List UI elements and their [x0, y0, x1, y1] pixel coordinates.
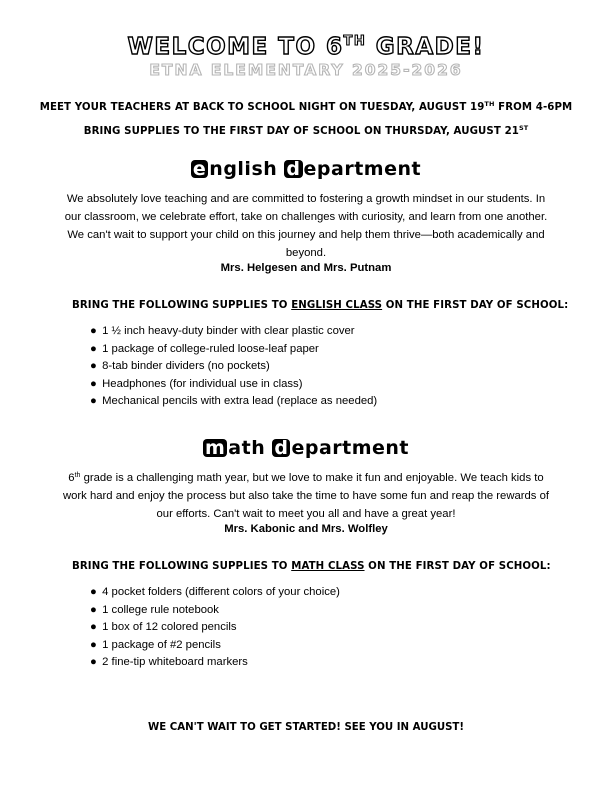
bullet-icon: ●	[90, 621, 97, 633]
supplies-heading-text: BRING THE FOLLOWING SUPPLIES TO	[72, 300, 292, 311]
title-text: WELCOME TO 6	[127, 34, 344, 60]
supply-item: 1 ½ inch heavy-duty binder with clear plastic cover	[102, 325, 355, 337]
heading-text: epartment	[291, 437, 410, 459]
supply-item: 1 package of #2 pencils	[102, 638, 221, 651]
supplies-heading-text: BRING THE FOLLOWING SUPPLIES TO	[72, 561, 292, 572]
page-title	[0, 34, 612, 60]
title-superscript: TH	[343, 34, 367, 49]
math-supplies-list	[90, 584, 340, 672]
english-intro-paragraph: We absolutely love teaching and are committed to fostering a growth mindset in our students. In our classroom, we celebrate effort, take on challenges with curiosity, and learn from one another. We can't wait to support your child on this journey and help them thrive—both academically and beyond.	[64, 193, 548, 259]
list-item	[90, 323, 377, 341]
list-item	[90, 393, 377, 411]
supply-item: Mechanical pencils with extra lead (replace as needed)	[102, 395, 378, 407]
list-item	[90, 654, 340, 672]
bullet-icon: ●	[90, 360, 97, 372]
supplies-heading-text: ON THE FIRST DAY OF SCHOOL:	[364, 561, 551, 572]
english-supplies-heading	[72, 300, 568, 311]
paragraph-text: grade is a challenging math year, but we love to make it fun and enjoyable. We teach kids to work hard and enjoy the process but also take the time to have some fun and reap the rewards of our efforts. Can't wait to meet you all and have a great year!	[62, 472, 550, 520]
supply-item: 2 fine-tip whiteboard markers	[102, 656, 248, 668]
heading-initial: e	[192, 158, 207, 180]
list-item	[90, 341, 377, 359]
list-item	[90, 637, 340, 655]
supply-item: 8-tab binder dividers (no pockets)	[102, 360, 270, 372]
notice-tail: FROM 4-6PM	[494, 102, 573, 113]
list-item	[90, 358, 377, 376]
english-teachers: Mrs. Helgesen and Mrs. Putnam	[220, 262, 392, 274]
notice-text: BRING SUPPLIES TO THE FIRST DAY OF SCHOOL ON THURSDAY, AUGUST 21	[83, 126, 519, 137]
supply-item: Headphones (for individual use in class)	[102, 377, 303, 390]
supply-item: 1 college rule notebook	[102, 603, 219, 616]
heading-text: nglish	[209, 158, 285, 180]
math-intro-paragraph	[60, 469, 552, 523]
notice-superscript: ST	[518, 124, 529, 132]
math-teachers: Mrs. Kabonic and Mrs. Wolfley	[224, 523, 388, 535]
math-department-heading	[0, 437, 612, 459]
page-subtitle: ETNA ELEMENTARY 2025-2026	[149, 61, 463, 79]
closing-message: WE CAN'T WAIT TO GET STARTED! SEE YOU IN AUGUST!	[147, 722, 465, 733]
heading-text: epartment	[303, 158, 422, 180]
supplies-class-name: MATH CLASS	[291, 561, 365, 572]
list-item	[90, 584, 340, 602]
supply-item: 1 package of college-ruled loose-leaf paper	[102, 342, 319, 355]
notice-superscript: TH	[484, 100, 495, 108]
math-supplies-heading	[72, 561, 551, 572]
paragraph-lead: 6	[68, 472, 75, 484]
bullet-icon: ●	[90, 638, 97, 651]
supply-item: 1 box of 12 colored pencils	[102, 621, 237, 633]
bullet-icon: ●	[90, 342, 97, 355]
paragraph-superscript: th	[74, 472, 81, 479]
bullet-icon: ●	[90, 325, 97, 337]
english-supplies-list	[90, 323, 377, 411]
supply-item: 4 pocket folders (different colors of your choice)	[102, 586, 340, 598]
supplies-class-name: ENGLISH CLASS	[291, 300, 383, 311]
heading-initial: d	[274, 437, 289, 459]
heading-initial: m	[204, 437, 226, 459]
list-item	[90, 602, 340, 620]
notice-text: MEET YOUR TEACHERS AT BACK TO SCHOOL NIGHT ON TUESDAY, AUGUST 19	[39, 102, 485, 113]
heading-text: ath	[228, 437, 273, 459]
supplies-heading-text: ON THE FIRST DAY OF SCHOOL:	[382, 300, 569, 311]
title-text-end: GRADE!	[366, 34, 485, 60]
first-day-notice	[0, 124, 612, 137]
bullet-icon: ●	[90, 656, 97, 668]
bullet-icon: ●	[90, 377, 97, 390]
back-to-school-notice	[0, 100, 612, 113]
bullet-icon: ●	[90, 395, 97, 407]
list-item	[90, 376, 377, 394]
bullet-icon: ●	[90, 586, 97, 598]
list-item	[90, 619, 340, 637]
english-department-heading	[0, 158, 612, 180]
heading-initial: d	[286, 158, 301, 180]
bullet-icon: ●	[90, 603, 97, 616]
